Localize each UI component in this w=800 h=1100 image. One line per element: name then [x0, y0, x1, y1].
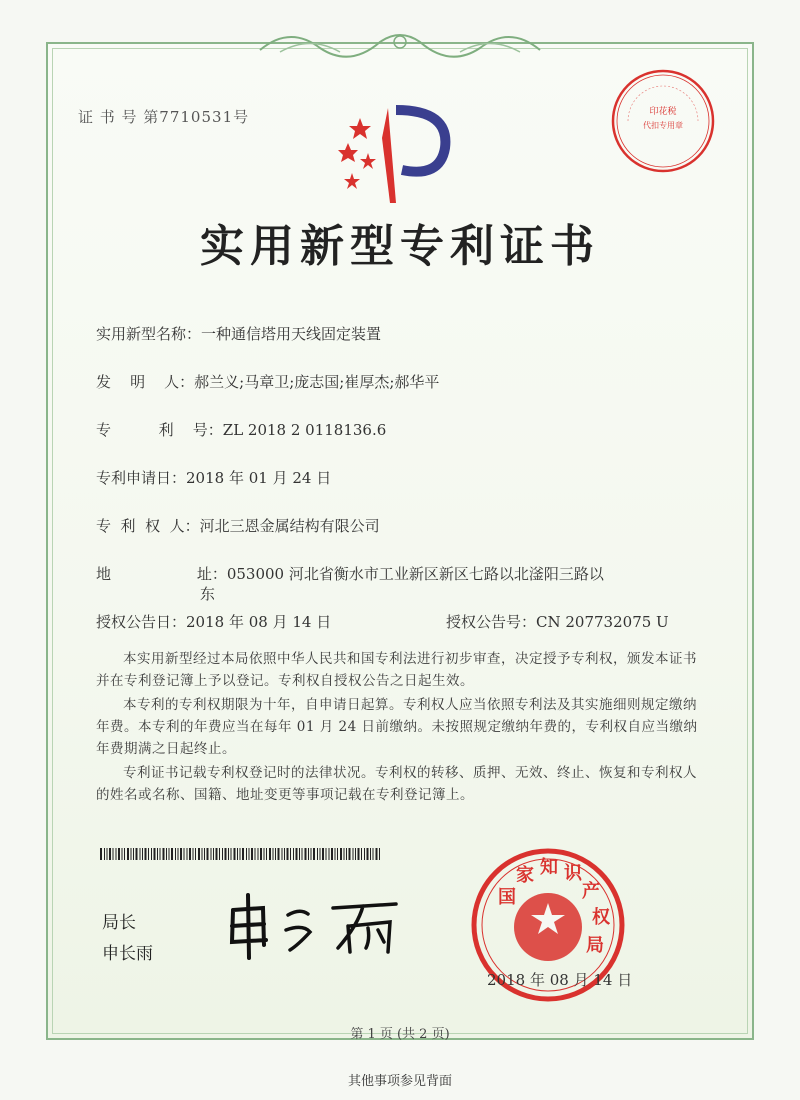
- field-publication-number: [446, 611, 669, 632]
- barcode-bar: [237, 848, 238, 860]
- field-patent-number: [96, 419, 386, 440]
- barcode-bar: [308, 848, 309, 860]
- barcode-bar: [154, 848, 156, 860]
- barcode-bar: [355, 848, 356, 860]
- barcode-bar: [234, 848, 236, 860]
- field-label: 专利申请日：: [96, 469, 187, 487]
- body-paragraph: 本专利的专利权期限为十年，自申请日起算。专利权人应当依照专利法及其实施细则规定缴纳年费。本专利的年费应当在每年 01 月 24 日前缴纳。未按照规定缴纳年费的，专利权自应当缴纳年费期满之日起终止。: [96, 697, 698, 757]
- barcode-bar: [118, 848, 120, 860]
- barcode-bar: [202, 848, 203, 860]
- field-label: 专 利 权 人：: [96, 517, 200, 535]
- barcode-bar: [302, 848, 303, 860]
- barcode-bar: [216, 848, 218, 860]
- field-address-line2: 东: [200, 585, 216, 603]
- barcode-bar: [166, 848, 167, 860]
- director-name: 申长雨: [102, 944, 153, 964]
- barcode-bar: [213, 848, 214, 860]
- field-label: 实用新型名称：: [96, 325, 202, 343]
- barcode-bar: [133, 848, 134, 860]
- barcode-bar: [116, 848, 117, 860]
- barcode-bar: [349, 848, 351, 860]
- barcode-bar: [142, 848, 143, 860]
- barcode-bar: [246, 848, 247, 860]
- barcode-bar: [198, 848, 200, 860]
- barcode-bar: [148, 848, 149, 860]
- barcode-bar: [228, 848, 229, 860]
- barcode-bar: [163, 848, 165, 860]
- barcode-bar: [195, 848, 196, 860]
- page-number: 第 1 页 (共 2 页): [350, 1027, 450, 1042]
- barcode-bar: [370, 848, 371, 860]
- patent-office-emblem-icon: [330, 98, 460, 208]
- certificate-number: 证 书 号 第7710531号: [78, 108, 250, 126]
- barcode-bar: [364, 848, 365, 860]
- barcode-bar: [180, 848, 182, 860]
- body-paragraph: 专利证书记载专利权登记时的法律状况。专利权的转移、质押、无效、终止、恢复和专利权人的姓名或名称、国籍、地址变更等事项记载在专利登记簿上。: [96, 765, 697, 803]
- barcode-bar: [278, 848, 280, 860]
- barcode-bar: [104, 848, 105, 860]
- barcode-bar: [320, 848, 321, 860]
- svg-text:识: 识: [564, 863, 582, 884]
- barcode-bar: [353, 848, 354, 860]
- field-label: 专 利 号：: [96, 421, 223, 439]
- barcode-bar: [175, 848, 176, 860]
- barcode-bar: [242, 848, 244, 860]
- barcode-bar: [322, 848, 324, 860]
- barcode-bar: [367, 848, 369, 860]
- barcode-bar: [264, 848, 265, 860]
- barcode-bar: [269, 848, 271, 860]
- barcode-bar: [266, 848, 267, 860]
- barcode-bar: [151, 848, 152, 860]
- field-label: 地 址：: [96, 565, 227, 583]
- barcode-bar: [273, 848, 274, 860]
- svg-text:知: 知: [540, 857, 558, 878]
- barcode-bar: [222, 848, 223, 860]
- barcode-bar: [340, 848, 342, 860]
- barcode-bar: [193, 848, 194, 860]
- barcode-bar: [131, 848, 132, 860]
- director-title: 局长: [102, 913, 136, 933]
- barcode-bar: [169, 848, 170, 860]
- barcode-bar: [358, 848, 360, 860]
- svg-text:家: 家: [516, 865, 534, 886]
- barcode-bar: [373, 848, 374, 860]
- field-value: 郝兰义;马章卫;庞志国;崔厚杰;郝华平: [194, 373, 440, 391]
- barcode-bar: [376, 848, 378, 860]
- barcode-bar: [258, 848, 259, 860]
- barcode-bar: [211, 848, 212, 860]
- field-utility-model-name: [96, 323, 381, 344]
- barcode-bar: [122, 848, 123, 860]
- certificate-title: 实用新型专利证书: [200, 221, 600, 272]
- barcode-bar: [160, 848, 161, 860]
- field-value: 053000 河北省衡水市工业新区新区七路以北滏阳三路以: [226, 565, 604, 583]
- barcode-bar: [251, 848, 253, 860]
- barcode-bar: [231, 848, 232, 860]
- barcode-bar: [313, 848, 315, 860]
- svg-text:代扣专用章: 代扣专用章: [643, 121, 683, 130]
- barcode-bar: [275, 848, 276, 860]
- barcode-bar: [331, 848, 333, 860]
- barcode-bar: [189, 848, 191, 860]
- barcode-bar: [171, 848, 173, 860]
- barcode-bar: [157, 848, 158, 860]
- field-value: 一种通信塔用天线固定装置: [201, 325, 382, 343]
- barcode-bar: [127, 848, 129, 860]
- field-application-date: [96, 467, 331, 488]
- svg-text:权: 权: [592, 907, 610, 928]
- barcode-bar: [187, 848, 188, 860]
- barcode-bar: [329, 848, 330, 860]
- certificate-body-text: [96, 648, 706, 808]
- barcode-bar: [311, 848, 312, 860]
- footer-note: 其他事项参见背面: [347, 1074, 452, 1089]
- barcode-bar: [293, 848, 294, 860]
- barcode-bar: [136, 848, 138, 860]
- barcode-bar: [299, 848, 300, 860]
- svg-text:产: 产: [582, 881, 600, 902]
- barcode-bar: [284, 848, 285, 860]
- svg-text:国: 国: [498, 887, 516, 908]
- barcode-bar: [337, 848, 338, 860]
- barcode-bar: [260, 848, 262, 860]
- barcode-bar: [145, 848, 147, 860]
- field-label: 授权公告日：: [96, 613, 187, 631]
- field-value: ZL 2018 2 0118136.6: [222, 421, 387, 439]
- barcode-bar: [361, 848, 362, 860]
- barcode-bar: [290, 848, 291, 860]
- barcode-bar: [107, 848, 108, 860]
- field-value: CN 207732075 U: [536, 613, 669, 631]
- svg-text:局: 局: [586, 935, 604, 956]
- barcode-bar: [249, 848, 250, 860]
- barcode-bar: [326, 848, 327, 860]
- barcode-bar: [178, 848, 179, 860]
- barcode-bar: [204, 848, 205, 860]
- field-grant-date: [96, 611, 331, 632]
- barcode-bar: [305, 848, 307, 860]
- barcode-bar: [225, 848, 227, 860]
- field-address: [96, 563, 604, 584]
- barcode-bar: [113, 848, 114, 860]
- director-signature: [218, 890, 408, 962]
- field-label: 发 明 人：: [96, 373, 195, 391]
- barcode-bar: [335, 848, 336, 860]
- barcode-bar: [140, 848, 141, 860]
- seal-date: 2018 年 08 月 14 日: [487, 971, 633, 989]
- field-value: 2018 年 08 月 14 日: [186, 613, 332, 631]
- barcode-bar: [287, 848, 289, 860]
- top-ornament-decoration: [250, 20, 550, 70]
- barcode-bar: [296, 848, 298, 860]
- field-patentee: [96, 515, 380, 536]
- barcode-bar: [124, 848, 125, 860]
- field-value: 河北三恩金属结构有限公司: [199, 517, 380, 535]
- field-value: 2018 年 01 月 24 日: [186, 469, 332, 487]
- barcode-bar: [379, 848, 380, 860]
- barcode: [100, 848, 382, 860]
- barcode-bar: [255, 848, 256, 860]
- barcode-bar: [240, 848, 241, 860]
- barcode-bar: [282, 848, 283, 860]
- body-paragraph: 本实用新型经过本局依照中华人民共和国专利法进行初步审查，决定授予专利权，颁发本证书并在专利登记簿上予以登记。专利权自授权公告之日起生效。: [96, 651, 697, 689]
- barcode-bar: [184, 848, 185, 860]
- stamp-duty-seal: [608, 66, 718, 176]
- barcode-bar: [317, 848, 318, 860]
- svg-text:印花税: 印花税: [649, 107, 677, 117]
- barcode-bar: [344, 848, 345, 860]
- barcode-bar: [346, 848, 347, 860]
- barcode-bar: [109, 848, 111, 860]
- field-inventor: [96, 371, 439, 392]
- barcode-bar: [207, 848, 209, 860]
- field-label: 授权公告号：: [446, 613, 537, 631]
- barcode-bar: [100, 848, 102, 860]
- barcode-bar: [219, 848, 220, 860]
